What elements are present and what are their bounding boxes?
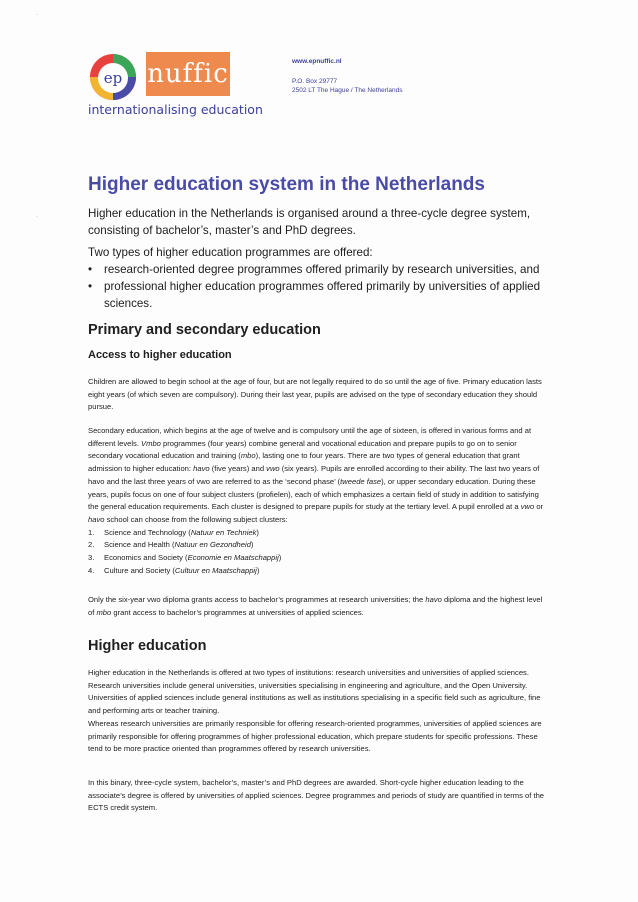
paragraph-text: Only the six-year vwo diploma grants access to bachelor’s programmes at research universities; the havo diploma and the highest level of mbo grant access to bachelor’s programmes at universities of applied sciences. bbox=[88, 595, 543, 617]
logo-tagline: internationalising education bbox=[88, 102, 263, 117]
list-item: 4. Culture and Society (Cultuur en Maatschappij) bbox=[88, 565, 260, 575]
primary-paragraph-2 bbox=[88, 425, 550, 577]
higher-paragraph-3 bbox=[88, 777, 550, 815]
intro-text: Higher education in the Netherlands is organised around a three-cycle degree system, consisting of bachelor’s, master’s and PhD degrees. bbox=[88, 207, 531, 237]
section-heading-higher: Higher education bbox=[88, 638, 207, 654]
bullet-item: • professional higher education programmes offered primarily by universities of applied sciences. bbox=[88, 278, 558, 312]
types-lead: Two types of higher education programmes are offered: bbox=[88, 246, 373, 259]
paragraph-text: In this binary, three-cycle system, bachelor’s, master’s and PhD degrees are awarded. Short-cycle higher education leading to the associate’s degree is offered by universities of applied sciences. Degree programmes and periods of study are quantified in terms of the ECTS credit system. bbox=[88, 778, 545, 813]
logo-ep-text: ep bbox=[103, 69, 123, 87]
paragraph-text: Whereas research universities are primarily responsible for offering research-oriented programmes, universities of applied sciences are primarily responsible for offering programmes of higher professional education, which prepare students for specific professions. These tend to be more practice oriented than programmes offered by research universities. bbox=[88, 718, 542, 754]
postal-address: 2502 LT The Hague / The Netherlands bbox=[292, 87, 403, 94]
website-link[interactable]: www.epnuffic.nl bbox=[292, 58, 342, 65]
page-title: Higher education system in the Netherlands bbox=[88, 174, 485, 195]
ep-nuffic-logo bbox=[88, 48, 263, 118]
po-box: P.O. Box 29777 bbox=[292, 78, 338, 85]
list-item: 1. Science and Technology (Natuur en Techniek) bbox=[88, 527, 259, 537]
scan-mark: · bbox=[36, 12, 38, 18]
intro-paragraph bbox=[88, 205, 558, 239]
bullet-item: • research-oriented degree programmes offered primarily by research universities, and bbox=[88, 261, 558, 278]
subject-cluster-list bbox=[88, 527, 550, 578]
scan-mark: · bbox=[36, 214, 38, 220]
list-item: 2. Science and Health (Natuur en Gezondheid) bbox=[88, 540, 254, 550]
logo-nuffic-box: nuffic bbox=[146, 52, 230, 96]
section-heading-primary: Primary and secondary education bbox=[88, 322, 321, 338]
address-block bbox=[292, 57, 402, 95]
higher-paragraph-1 bbox=[88, 667, 550, 756]
primary-paragraph-3 bbox=[88, 594, 550, 619]
primary-paragraph-1 bbox=[88, 376, 550, 414]
paragraph-text: Secondary education, which begins at the age of twelve and is compulsory until the age of sixteen, is offered in various forms and at different levels. Vmbo programmes (four years) combine general and vocational education and prepare pupils to go on to senior secondary vocational education and training (mbo), lasting one to four years. There are two types of general education that grant admission to higher education: havo (five years) and vwo (six years). Pupils are enrolled according to their ability. The last two years of havo and the last three years of vwo are referred to as the ‘second phase’ (tweede fase), or upper secondary education. During these years, pupils focus on one of four subject clusters (profielen), each of which emphasizes a certain field of study in addition to satisfying the general education requirements. Each cluster is designed to prepare pupils for study at the tertiary level. A pupil enrolled at a vwo or havo school can choose from the following subject clusters: bbox=[88, 426, 544, 524]
paragraph-text: Higher education in the Netherlands is offered at two types of institutions: research universities and universities of applied sciences. Research universities include general universities, universities specialising in engineering and agriculture, and the Open University. Universities of applied sciences include general institutions as well as institutions specialising in a specific field such as agriculture, fine and performing arts or teacher training. bbox=[88, 668, 541, 716]
programme-types bbox=[88, 244, 558, 312]
ep-logo-circle bbox=[88, 52, 138, 102]
paragraph-text: Children are allowed to begin school at the age of four, but are not legally required to do so until the age of five. Primary education lasts eight years (of which seven are compulsory). During their last year, pupils are advised on the type of secondary education they should pursue. bbox=[88, 377, 542, 412]
list-item: 3. Economics and Society (Economie en Maatschappij) bbox=[88, 553, 282, 563]
subheading-access: Access to higher education bbox=[88, 349, 232, 361]
